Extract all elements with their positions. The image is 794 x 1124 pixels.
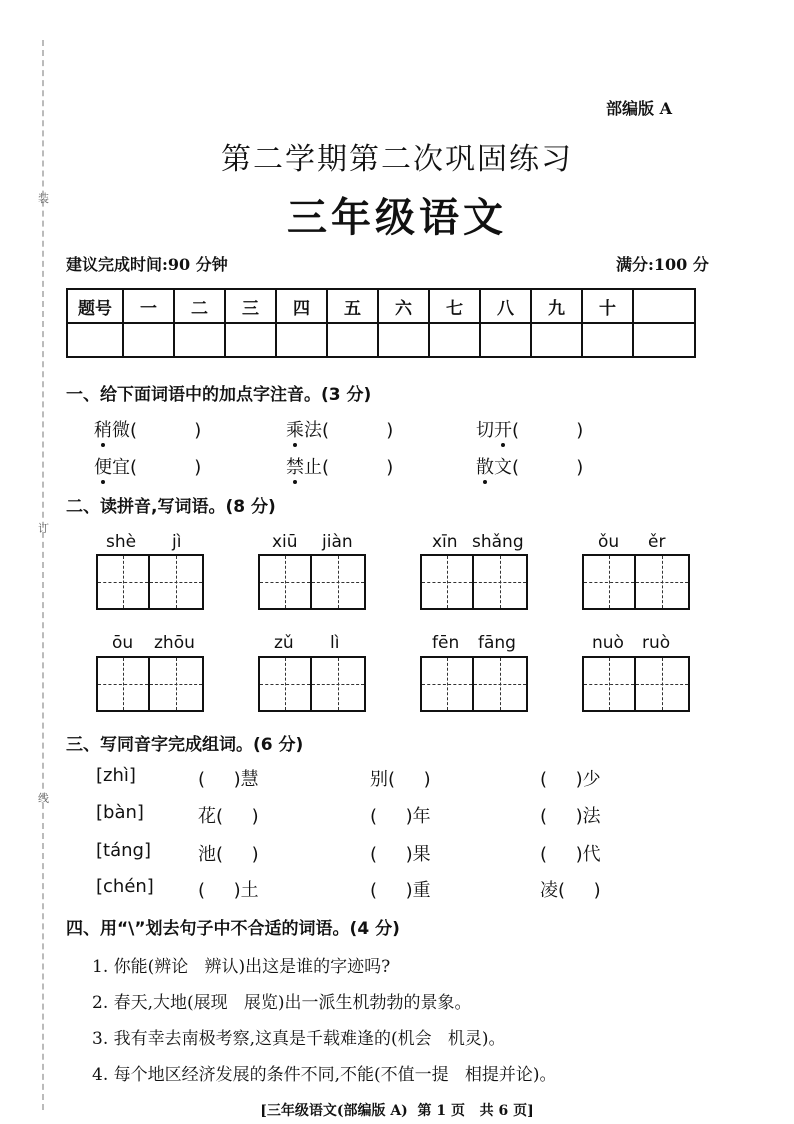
homophone-blank[interactable]: ( )果	[370, 844, 431, 865]
grid-cell[interactable]	[150, 556, 202, 608]
dotted-char: 开	[494, 420, 512, 441]
answer-blank[interactable]: ( )	[130, 420, 202, 441]
homophone-pinyin: [bàn]	[96, 802, 144, 823]
section-4-heading: 四、用“\”划去句子中不合适的词语。(4 分)	[66, 919, 400, 939]
pinyin-label: ěr	[648, 532, 666, 552]
pinyin-label: zǔ	[274, 633, 294, 653]
pinyin-label: xiū	[272, 532, 298, 552]
pinyin-label: shè	[106, 532, 137, 552]
pinyin-label: xīn	[432, 532, 458, 552]
subject-title: 三年级语文	[287, 195, 507, 241]
score-input-cell[interactable]	[531, 323, 582, 357]
pinyin-label: ōu	[112, 633, 134, 653]
edition-label: 部编版 A	[606, 99, 672, 118]
score-cell: 五	[327, 289, 378, 323]
pinyin-item: 禁止( )	[286, 457, 394, 478]
grid-cell[interactable]	[584, 658, 636, 710]
homophone-blank[interactable]: ( )慧	[198, 769, 259, 790]
binding-mark: 线	[38, 792, 49, 805]
grid-cell[interactable]	[98, 658, 150, 710]
score-cell: 十	[582, 289, 633, 323]
grid-cell[interactable]	[312, 658, 364, 710]
score-input-cell[interactable]	[582, 323, 633, 357]
score-cell: 四	[276, 289, 327, 323]
pinyin-item: 切开( )	[476, 420, 584, 441]
grid-cell[interactable]	[422, 556, 474, 608]
score-cell	[633, 289, 695, 323]
writing-grid[interactable]	[420, 554, 528, 610]
section-1-heading: 一、给下面词语中的加点字注音。(3 分)	[66, 385, 372, 405]
score-cell: 一	[123, 289, 174, 323]
page-footer: [三年级语文(部编版 A) 第 1 页 共 6 页]	[260, 1103, 534, 1119]
time-label: 建议完成时间:90 分钟	[66, 255, 228, 274]
grid-cell[interactable]	[150, 658, 202, 710]
homophone-blank[interactable]: ( )重	[370, 880, 431, 901]
exam-title: 第二学期第二次巩固练习	[221, 142, 573, 177]
homophone-blank[interactable]: 花( )	[198, 806, 259, 827]
sentence-item[interactable]: 1. 你能(辨论 辨认)出这是谁的字迹吗?	[92, 957, 391, 977]
score-input-cell[interactable]	[123, 323, 174, 357]
score-cell: 二	[174, 289, 225, 323]
score-input-cell[interactable]	[429, 323, 480, 357]
homophone-blank[interactable]: 别( )	[370, 769, 431, 790]
homophone-blank[interactable]: ( )少	[540, 769, 601, 790]
answer-blank[interactable]: ( )	[322, 420, 394, 441]
homophone-pinyin: [chén]	[96, 876, 154, 897]
dotted-char: 禁	[286, 457, 304, 478]
grid-cell[interactable]	[474, 556, 526, 608]
dotted-char: 便	[94, 457, 112, 478]
homophone-blank[interactable]: ( )年	[370, 806, 431, 827]
pinyin-item: 散文( )	[476, 457, 584, 478]
binding-mark: 订	[38, 522, 49, 535]
score-cell: 六	[378, 289, 429, 323]
homophone-pinyin: [zhì]	[96, 765, 136, 786]
pinyin-label: shǎng	[472, 532, 524, 552]
grid-cell[interactable]	[584, 556, 636, 608]
pinyin-label: lì	[330, 633, 340, 653]
writing-grid[interactable]	[420, 656, 528, 712]
dotted-char: 乘	[286, 420, 304, 441]
pinyin-label: fāng	[478, 633, 516, 653]
score-input-cell[interactable]	[327, 323, 378, 357]
score-input-cell[interactable]	[225, 323, 276, 357]
grid-cell[interactable]	[636, 556, 688, 608]
score-cell: 七	[429, 289, 480, 323]
sentence-item[interactable]: 4. 每个地区经济发展的条件不同,不能(不值一提 相提并论)。	[92, 1065, 557, 1085]
answer-blank[interactable]: ( )	[130, 457, 202, 478]
writing-grid[interactable]	[258, 656, 366, 712]
grid-cell[interactable]	[98, 556, 150, 608]
writing-grid[interactable]	[582, 656, 690, 712]
grid-cell[interactable]	[260, 556, 312, 608]
section-2-heading: 二、读拼音,写词语。(8 分)	[66, 497, 276, 517]
sentence-item[interactable]: 2. 春天,大地(展现 展览)出一派生机勃勃的景象。	[92, 993, 472, 1013]
pinyin-item: 乘法( )	[286, 420, 394, 441]
pinyin-label: ruò	[642, 633, 671, 653]
pinyin-item: 便宜( )	[94, 457, 202, 478]
answer-blank[interactable]: ( )	[512, 420, 584, 441]
grid-cell[interactable]	[474, 658, 526, 710]
homophone-blank[interactable]: ( )代	[540, 844, 601, 865]
pinyin-label: nuò	[592, 633, 624, 653]
writing-grid[interactable]	[96, 656, 204, 712]
grid-cell[interactable]	[636, 658, 688, 710]
score-cell: 三	[225, 289, 276, 323]
score-cell: 九	[531, 289, 582, 323]
binding-mark: 装	[38, 192, 49, 205]
grid-cell[interactable]	[312, 556, 364, 608]
homophone-blank[interactable]: ( )法	[540, 806, 601, 827]
score-input-cell[interactable]	[174, 323, 225, 357]
score-input-cell[interactable]	[633, 323, 695, 357]
pinyin-label: jiàn	[322, 532, 353, 552]
answer-blank[interactable]: ( )	[322, 457, 394, 478]
score-cell: 八	[480, 289, 531, 323]
homophone-blank[interactable]: 池( )	[198, 844, 259, 865]
pinyin-label: zhōu	[154, 633, 195, 653]
score-input-cell[interactable]	[480, 323, 531, 357]
writing-grid[interactable]	[258, 554, 366, 610]
homophone-pinyin: [táng]	[96, 840, 151, 861]
writing-grid[interactable]	[96, 554, 204, 610]
homophone-blank[interactable]: 凌( )	[540, 880, 601, 901]
grid-cell[interactable]	[260, 658, 312, 710]
writing-grid[interactable]	[582, 554, 690, 610]
score-cell: 题号	[67, 289, 123, 323]
dotted-char: 散	[476, 457, 494, 478]
answer-blank[interactable]: ( )	[512, 457, 584, 478]
score-table-header-row	[67, 289, 695, 323]
homophone-blank[interactable]: ( )土	[198, 880, 259, 901]
section-3-heading: 三、写同音字完成组词。(6 分)	[66, 735, 304, 755]
score-input-cell[interactable]	[67, 323, 123, 357]
sentence-item[interactable]: 3. 我有幸去南极考察,这真是千载难逢的(机会 机灵)。	[92, 1029, 506, 1049]
dotted-char: 稍	[94, 420, 112, 441]
grid-cell[interactable]	[422, 658, 474, 710]
score-input-cell[interactable]	[276, 323, 327, 357]
full-score-label: 满分:100 分	[616, 255, 709, 274]
score-table-blank-row	[67, 323, 695, 357]
pinyin-item: 稍微( )	[94, 420, 202, 441]
pinyin-label: ǒu	[598, 532, 620, 552]
pinyin-label: fēn	[432, 633, 460, 653]
score-table	[66, 288, 696, 358]
score-input-cell[interactable]	[378, 323, 429, 357]
pinyin-label: jì	[172, 532, 182, 552]
